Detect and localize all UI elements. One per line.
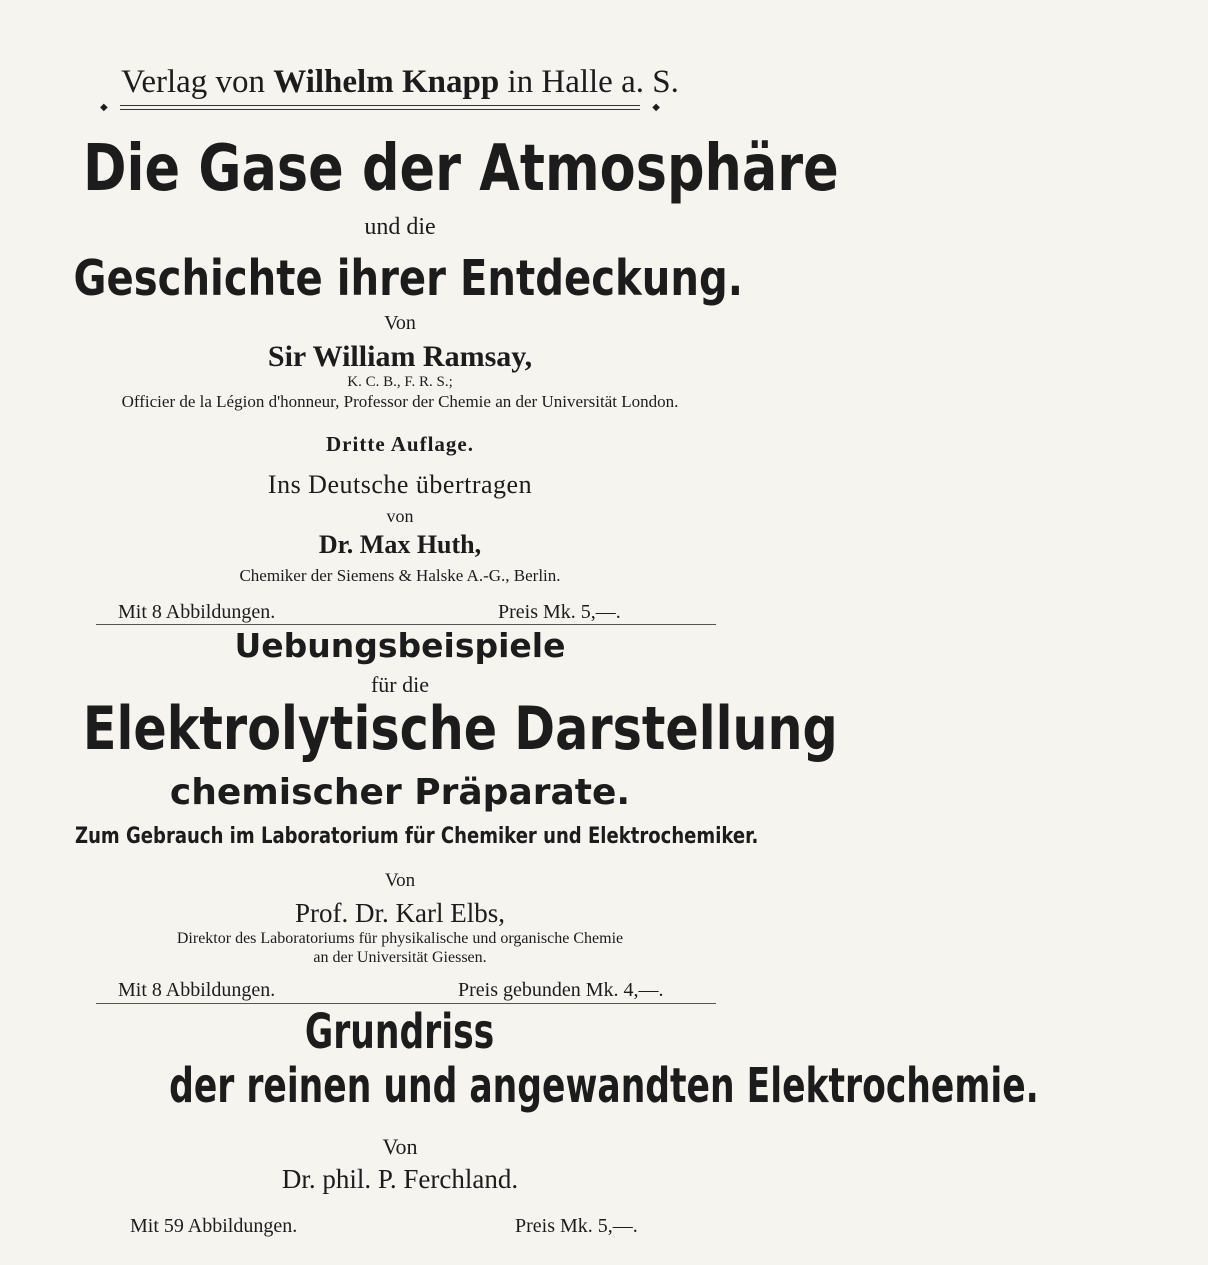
diamond-right-icon: ◆ (652, 102, 660, 113)
book1-credentials: K. C. B., F. R. S.; (347, 374, 453, 390)
book1-title-conjunction: und die (364, 214, 436, 240)
book1-translation-note: Ins Deutsche übertragen (267, 470, 533, 499)
book3-author: Dr. phil. P. Ferchland. (281, 1164, 519, 1194)
book3-illustrations: Mit 59 Abbildungen. (130, 1215, 298, 1237)
divider-rule (96, 624, 716, 625)
book2-title-line3: chemischer Präparate. (169, 772, 631, 813)
publisher-prefix: Verlag von (121, 64, 266, 100)
book2-price: Preis gebunden Mk. 4,—. (458, 979, 664, 1001)
book1-translator-affiliation: Chemiker der Siemens & Halske A.-G., Berlin. (239, 566, 561, 585)
publisher-line (0, 64, 800, 101)
book1-translation-by: von (386, 506, 414, 526)
book1-illustrations: Mit 8 Abbildungen. (118, 601, 276, 623)
diamond-left-icon: ◆ (100, 102, 108, 113)
book1-title-line2: Geschichte ihrer Entdeckung. (73, 250, 743, 307)
book2-title-line2: Elektrolytische Darstellung (82, 694, 838, 764)
double-rule-ornament (100, 104, 660, 114)
book1-author: Sir William Ramsay, (267, 340, 533, 373)
publisher-suffix: in Halle a. S. (507, 64, 679, 100)
book3-price: Preis Mk. 5,—. (515, 1215, 638, 1237)
book1-title: Die Gase der Atmosphäre (82, 132, 839, 206)
book1-by: Von (384, 312, 416, 334)
book1-translator: Dr. Max Huth, (318, 530, 482, 559)
book2-author: Prof. Dr. Karl Elbs, (295, 898, 505, 928)
book3-by: Von (382, 1134, 418, 1159)
publisher-name: Wilhelm Knapp (273, 64, 500, 100)
book1-price: Preis Mk. 5,—. (498, 601, 621, 623)
book2-affiliation-line2: an der Universität Giessen. (313, 949, 487, 966)
book2-title: Uebungsbeispiele (234, 626, 566, 665)
book1-edition: Dritte Auflage. (326, 432, 474, 456)
book3-title-line2: der reinen und angewandten Elektrochemie. (169, 1058, 1039, 1114)
book2-affiliation-line1: Direktor des Laboratoriums für physikalische und organische Chemie (176, 930, 624, 947)
book2-illustrations: Mit 8 Abbildungen. (118, 979, 276, 1001)
book2-by: Von (384, 870, 416, 891)
book2-subtitle: Zum Gebrauch im Laboratorium für Chemiker und Elektrochemiker. (74, 824, 759, 849)
book2-title-conjunction: für die (370, 672, 430, 697)
book3-title: Grundriss (305, 1004, 495, 1060)
book1-affiliation: Officier de la Légion d'honneur, Professor der Chemie an der Universität London. (121, 392, 679, 411)
